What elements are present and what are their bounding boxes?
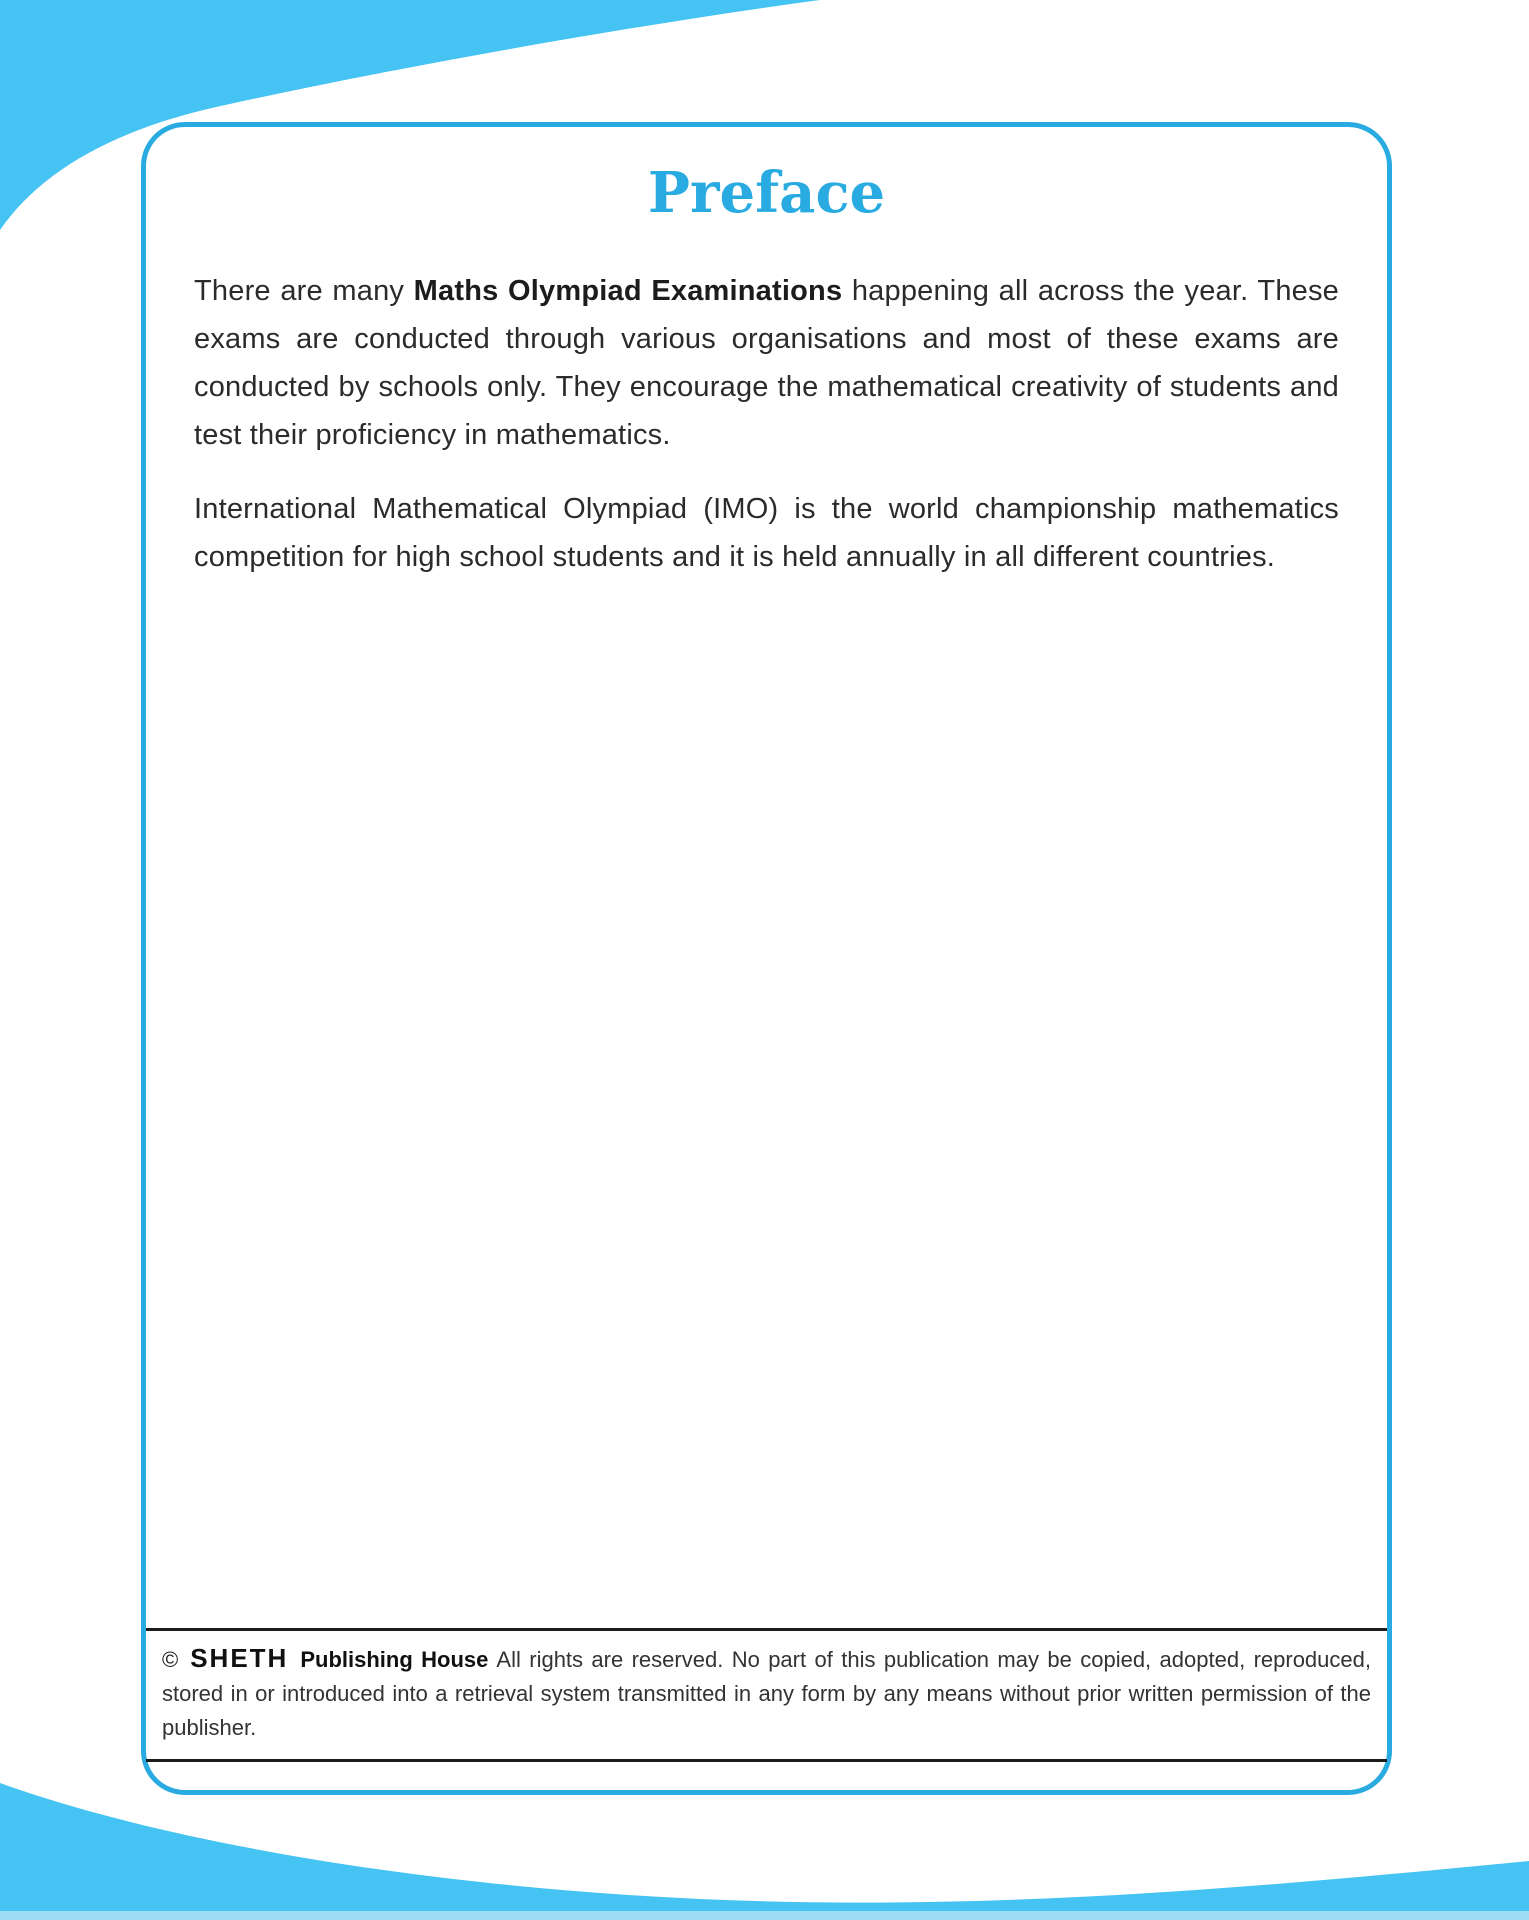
bottom-edge-strip (0, 1911, 1529, 1920)
paragraph-1-text-start: There are many (194, 275, 414, 307)
page-title: Preface (647, 160, 886, 226)
bottom-swoosh-decoration (0, 1773, 1529, 1920)
preface-paragraph-2: International Mathematical Olympiad (IMO) is the world championship mathematics competition for high school students and it is held annually in all different countries. (194, 493, 1339, 573)
copyright-text: All rights are reserved. No part of this publication may be copied, adopted, reproduced, stored in or introduced into a retrieval system transmitted in any form by any means without prior written permission of the publisher. (162, 1647, 1371, 1740)
copyright-symbol: © (162, 1647, 179, 1672)
content-box (141, 122, 1392, 1795)
preface-paragraph-1 (194, 267, 1339, 459)
publisher-name-suffix: Publishing House (300, 1647, 489, 1672)
copyright-notice-box (146, 1628, 1387, 1762)
publisher-name: SHETH (190, 1643, 289, 1673)
paragraph-1-bold-phrase: Maths Olympiad Examinations (413, 275, 843, 307)
paragraph-1-text-end: happening all across the year. These exams are conducted through various organisations and most of these exams are conducted by schools only. They encourage the mathematical creativity of students and test their proficiency in mathematics. (194, 275, 1339, 451)
